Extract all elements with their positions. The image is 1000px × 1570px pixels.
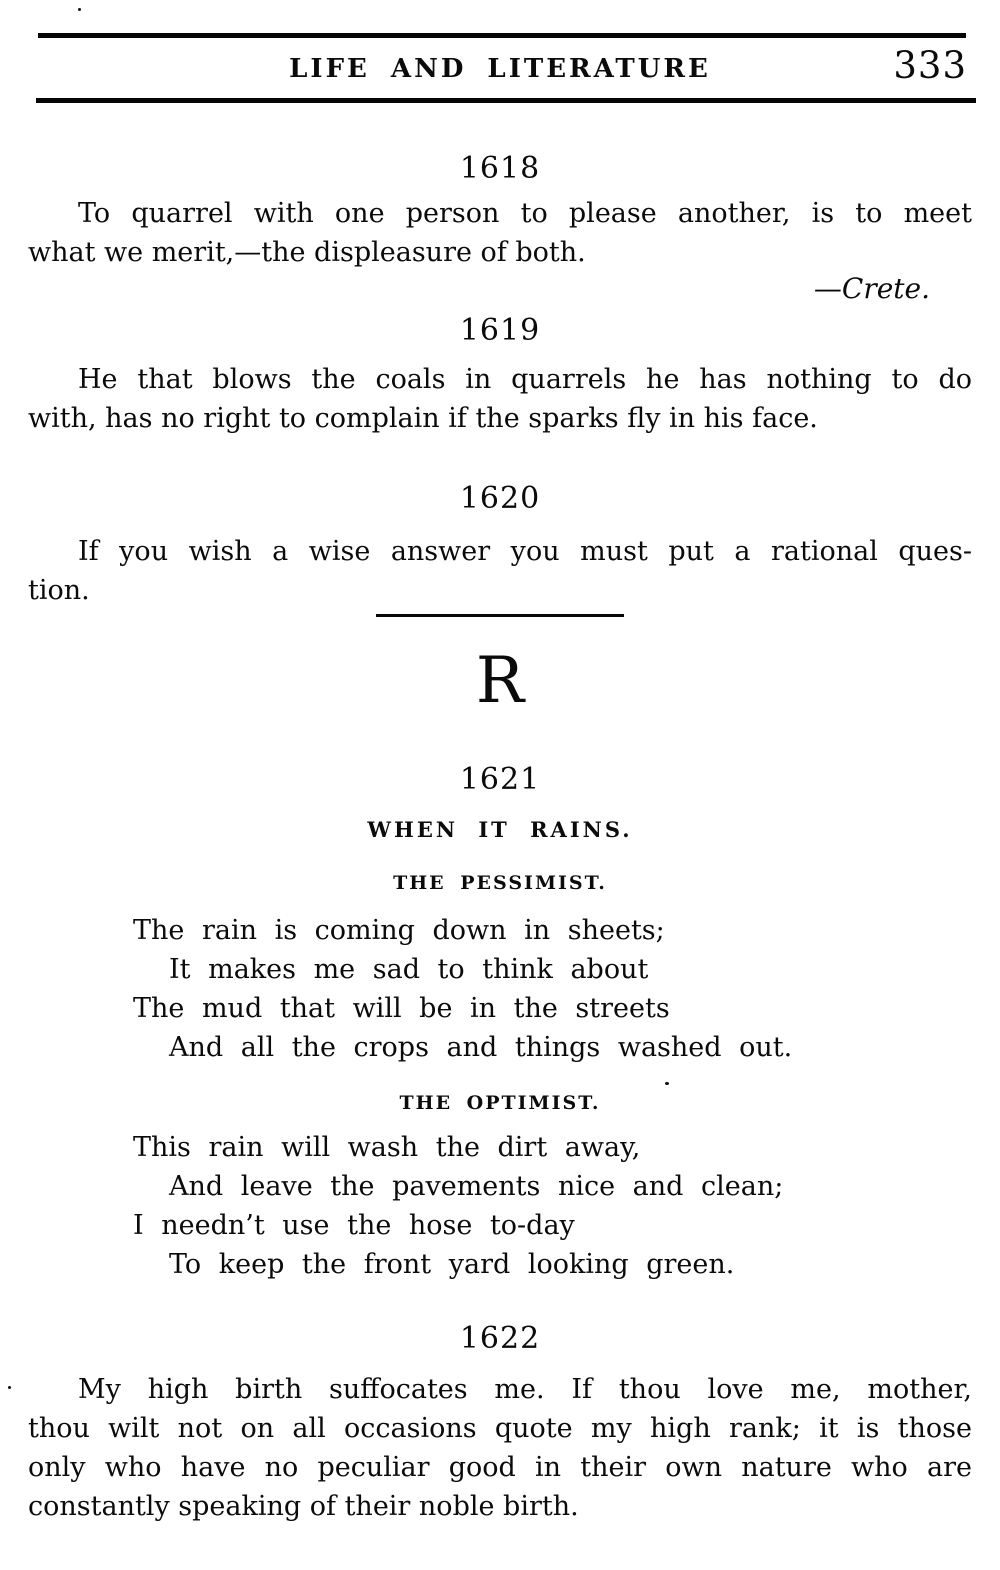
page-content bbox=[28, 0, 972, 1526]
poem-line: And leave the pavements nice and clean; bbox=[169, 1171, 784, 1202]
quote-line: constantly speaking of their noble birth. bbox=[28, 1491, 579, 1522]
entry-number-1618: 1618 bbox=[459, 151, 541, 186]
quote-line: thou wilt not on all occasions quote my high rank; it is those bbox=[28, 1413, 972, 1444]
poem-line: I needn’t use the hose to-day bbox=[133, 1210, 575, 1241]
entry-1618-text bbox=[28, 194, 972, 272]
poem-line: This rain will wash the dirt away, bbox=[133, 1132, 641, 1163]
attribution-crete: —Crete. bbox=[813, 272, 930, 305]
entry-number-1619: 1619 bbox=[459, 313, 541, 348]
quote-line: If you wish a wise answer you must put a rational ques- bbox=[78, 536, 972, 567]
quote-line: with, has no right to complain if the sparks fly in his face. bbox=[28, 403, 818, 434]
poem-title: WHEN IT RAINS. bbox=[367, 817, 633, 842]
stanza-optimist bbox=[133, 1128, 972, 1284]
entry-1622-text bbox=[28, 1370, 972, 1526]
header-title: LIFE AND LITERATURE bbox=[289, 54, 711, 84]
poem-line: It makes me sad to think about bbox=[169, 954, 649, 985]
poem-line: To keep the front yard looking green. bbox=[169, 1249, 735, 1280]
poem-line: And all the crops and things washed out. bbox=[169, 1032, 793, 1063]
quote-line: only who have no peculiar good in their own nature who are bbox=[28, 1452, 972, 1483]
section-divider bbox=[376, 614, 624, 617]
entry-number-1621: 1621 bbox=[459, 762, 541, 797]
scan-speck bbox=[8, 1386, 11, 1389]
poem-line: The rain is coming down in sheets; bbox=[133, 915, 665, 946]
stanza-heading-pessimist: THE PESSIMIST. bbox=[393, 872, 607, 894]
entry-number-1622: 1622 bbox=[459, 1321, 541, 1356]
poem-line: The mud that will be in the streets bbox=[133, 993, 670, 1024]
page-number: 333 bbox=[893, 44, 967, 87]
quote-line: To quarrel with one person to please another, is to meet bbox=[78, 198, 972, 229]
entry-1620-text bbox=[28, 532, 972, 610]
quote-line: what we merit,—the displeasure of both. bbox=[28, 237, 586, 268]
entry-1619-text bbox=[28, 360, 972, 438]
section-letter: R bbox=[475, 644, 525, 718]
entry-number-1620: 1620 bbox=[459, 481, 541, 516]
quote-line: He that blows the coals in quarrels he has nothing to do bbox=[78, 364, 972, 395]
stanza-heading-optimist: THE OPTIMIST. bbox=[399, 1092, 601, 1114]
quote-line: tion. bbox=[28, 575, 90, 606]
stanza-pessimist bbox=[133, 911, 972, 1067]
quote-line: My high birth suffocates me. If thou love me, mother, bbox=[78, 1374, 972, 1405]
